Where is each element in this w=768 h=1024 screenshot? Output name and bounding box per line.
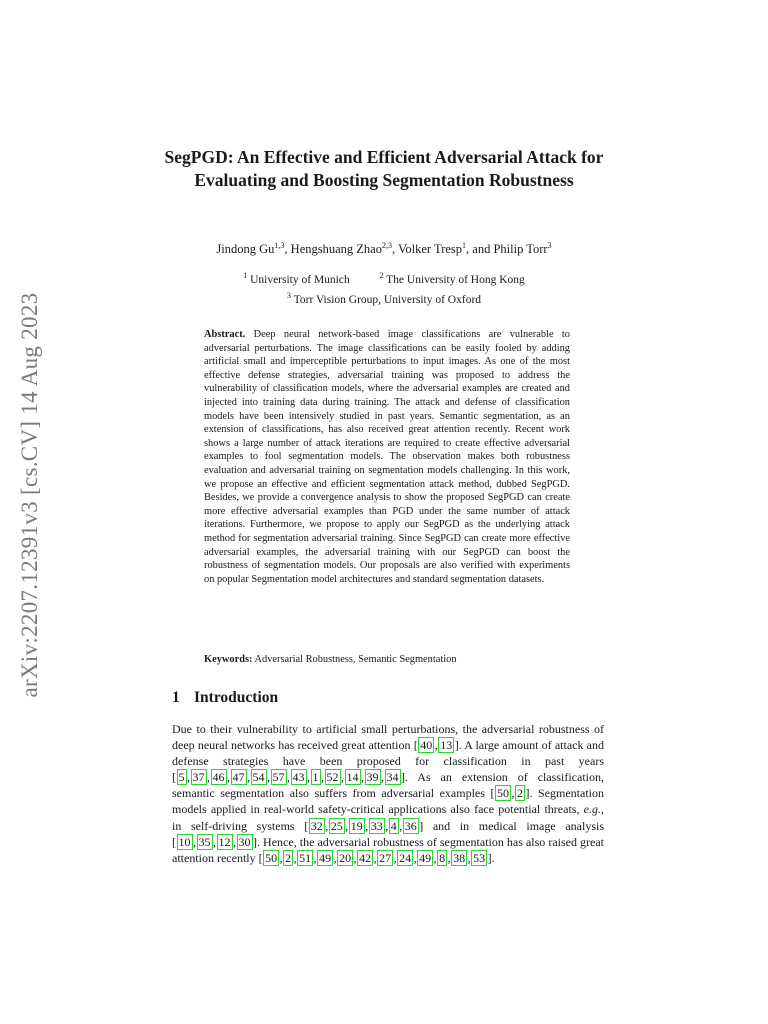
affiliation-mark: 3 (286, 290, 291, 300)
citation-link[interactable]: 40 (420, 738, 433, 753)
citation-link[interactable]: 5 (178, 770, 185, 785)
citation-link[interactable]: 37 (192, 770, 205, 785)
citation-link[interactable]: 54 (252, 770, 265, 785)
section-heading (172, 689, 278, 707)
author-affiliation-mark: 2,3 (381, 241, 392, 250)
intro-text: . A large amount of attack and defense strategies have been proposed for classification in past years (172, 738, 604, 769)
citation-link[interactable]: 10 (178, 834, 191, 849)
citation-link[interactable]: 49 (319, 850, 332, 865)
citation-link[interactable]: 12 (218, 834, 231, 849)
affiliation-line (150, 288, 618, 308)
intro-text: . Hence, the adversarial robustness of segmentation has also raised great attention recently (172, 834, 604, 865)
author-affiliation-mark: 3 (547, 241, 552, 250)
abstract (204, 328, 570, 586)
citation-link[interactable]: 30 (238, 834, 251, 849)
citation-link[interactable]: 33 (370, 818, 383, 833)
citation-link[interactable]: 14 (346, 770, 359, 785)
citation-link[interactable]: 52 (326, 770, 339, 785)
affiliation-name: The University of Hong Kong (386, 273, 525, 286)
citation-link[interactable]: 24 (399, 850, 412, 865)
intro-text: . Segmentation models applied in real-world safety-critical applications also face potential threats, (172, 786, 604, 817)
citation-link[interactable]: 51 (299, 850, 312, 865)
citation-link[interactable]: 36 (404, 818, 417, 833)
intro-italic-text: e.g., (583, 802, 604, 817)
citation-link[interactable]: 20 (339, 850, 352, 865)
citation-link[interactable]: 50 (265, 850, 278, 865)
citation-link[interactable]: 47 (232, 770, 245, 785)
author-list (150, 241, 618, 257)
affiliation-line (150, 268, 618, 288)
author-affiliation-mark: 1 (462, 241, 467, 250)
citation-link[interactable]: 42 (359, 850, 372, 865)
citation-link[interactable]: 34 (386, 770, 399, 785)
citation-link[interactable]: 38 (453, 850, 466, 865)
citation-link[interactable]: 32 (310, 818, 323, 833)
intro-text: Due to their vulnerability to artificial small perturbations, the adversarial robustness of deep neural networks has received great attention (172, 722, 604, 753)
section-title: Introduction (194, 689, 279, 706)
intro-text: and in medical image analysis (423, 818, 604, 833)
intro-text: . (491, 850, 495, 865)
author-name: Volker Tresp (398, 242, 463, 257)
affiliation-mark: 2 (379, 271, 384, 280)
author-separator: , (391, 242, 398, 257)
abstract-text: Deep neural network-based image classifications are vulnerable to adversarial perturbations. The image classifications can be easily fooled by adding artificial small and imperceptible perturbations to input images. As one of the most effective defense strategies, adversarial training was proposed to address the vulnerability of classification models, where the adversarial examples are created and injected into training data during training. The attack and defense of classification models have been intensively studied in past years. Semantic segmentation, as an extension of classifications, has also received great attention recently. Recent work shows a large number of attack iterations are required to create effective adversarial examples to fool segmentation models. The observation makes both robustness evaluation and adversarial training on segmentation models challenging. In this work, we propose an effective and efficient segmentation attack method, dubbed SegPGD. Besides, we provide a convergence analysis to show the proposed SegPGD can create more effective adversarial examples than PGD under the same number of attack iterations. Furthermore, we propose to apply our SegPGD as the underlying attack method for segmentation adversarial training. Since SegPGD can create more effective adversarial examples, the adversarial training with our SegPGD can boost the robustness of segmentation models. Our proposals are also verified with experiments on popular Segmentation model architectures and standard segmentation datasets. (204, 329, 570, 585)
affiliation-name: Torr Vision Group, University of Oxford (293, 293, 482, 306)
author-separator: , (284, 242, 291, 257)
author-separator: , and (466, 242, 494, 257)
author-name: Jindong Gu (216, 242, 275, 257)
citation-link[interactable]: 50 (496, 786, 509, 801)
paper-title: SegPGD: An Effective and Efficient Adversarial Attack for Evaluating and Boosting Segmentation Robustness (164, 147, 604, 190)
author-name: Hengshuang Zhao (290, 242, 382, 257)
abstract-label: Abstract. (204, 329, 246, 340)
arxiv-identifier-text: arXiv:2207.12391v3 [cs.CV] 14 Aug 2023 (17, 292, 42, 698)
citation-link[interactable]: 4 (390, 818, 397, 833)
citation-link[interactable]: 57 (272, 770, 285, 785)
citation-link[interactable]: 35 (198, 834, 211, 849)
introduction-paragraph: Due to their vulnerability to artificial small perturbations, the adversarial robustness of deep neural networks has received great attention [ 40 , 13 ]. A large amount of attack and defense strategies have been proposed for classification in past years [ 5 , 37 , 46 , 47 , 54 , 57 , 43 , 1 , 52 , 14 , 39 , 34 ]. As an extension of classification, semantic segmentation also suffers from adversarial examples [ 50 , 2 ]. Segmentation models applied in real-world safety-critical applications also face potential threats, e.g., in self-driving systems [ 32 , 25 , 19 , 33 , 4 , 36 ] and in medical image analysis [ 10 , 35 , 12 , 30 ]. Hence, the adversarial robustness of segmentation has also raised great attention recently [ 50 , 2 , 51 , 49 , 20 , 42 , 27 , 24 , 49 , 8 , 38 , 53 ]. (172, 722, 604, 865)
keywords (204, 654, 570, 665)
citation-link[interactable]: 49 (419, 850, 432, 865)
section-number: 1 (172, 689, 180, 706)
citation-link[interactable]: 1 (312, 770, 319, 785)
intro-text: in self-driving systems (172, 818, 305, 833)
affiliation-mark: 1 (243, 271, 248, 280)
citation-link[interactable]: 43 (292, 770, 305, 785)
citation-link[interactable]: 19 (350, 818, 363, 833)
citation-link[interactable]: 2 (285, 850, 292, 865)
affiliation-name: University of Munich (250, 273, 350, 286)
intro-text: . As an extension of classification, semantic segmentation also suffers from adversarial examples (172, 770, 604, 801)
citation-link[interactable]: 13 (440, 738, 453, 753)
citation-link[interactable]: 8 (439, 850, 446, 865)
affiliations (150, 268, 618, 308)
citation-link[interactable]: 53 (473, 850, 486, 865)
author-name: Philip Torr (493, 242, 548, 257)
citation-link[interactable]: 2 (516, 786, 523, 801)
citation-link[interactable]: 39 (366, 770, 379, 785)
citation-link[interactable]: 46 (212, 770, 225, 785)
citation-link[interactable]: 27 (379, 850, 392, 865)
keywords-label: Keywords: (204, 654, 253, 665)
keywords-text: Adversarial Robustness, Semantic Segmentation (254, 654, 457, 665)
citation-link[interactable]: 25 (330, 818, 343, 833)
author-affiliation-mark: 1,3 (274, 241, 285, 250)
